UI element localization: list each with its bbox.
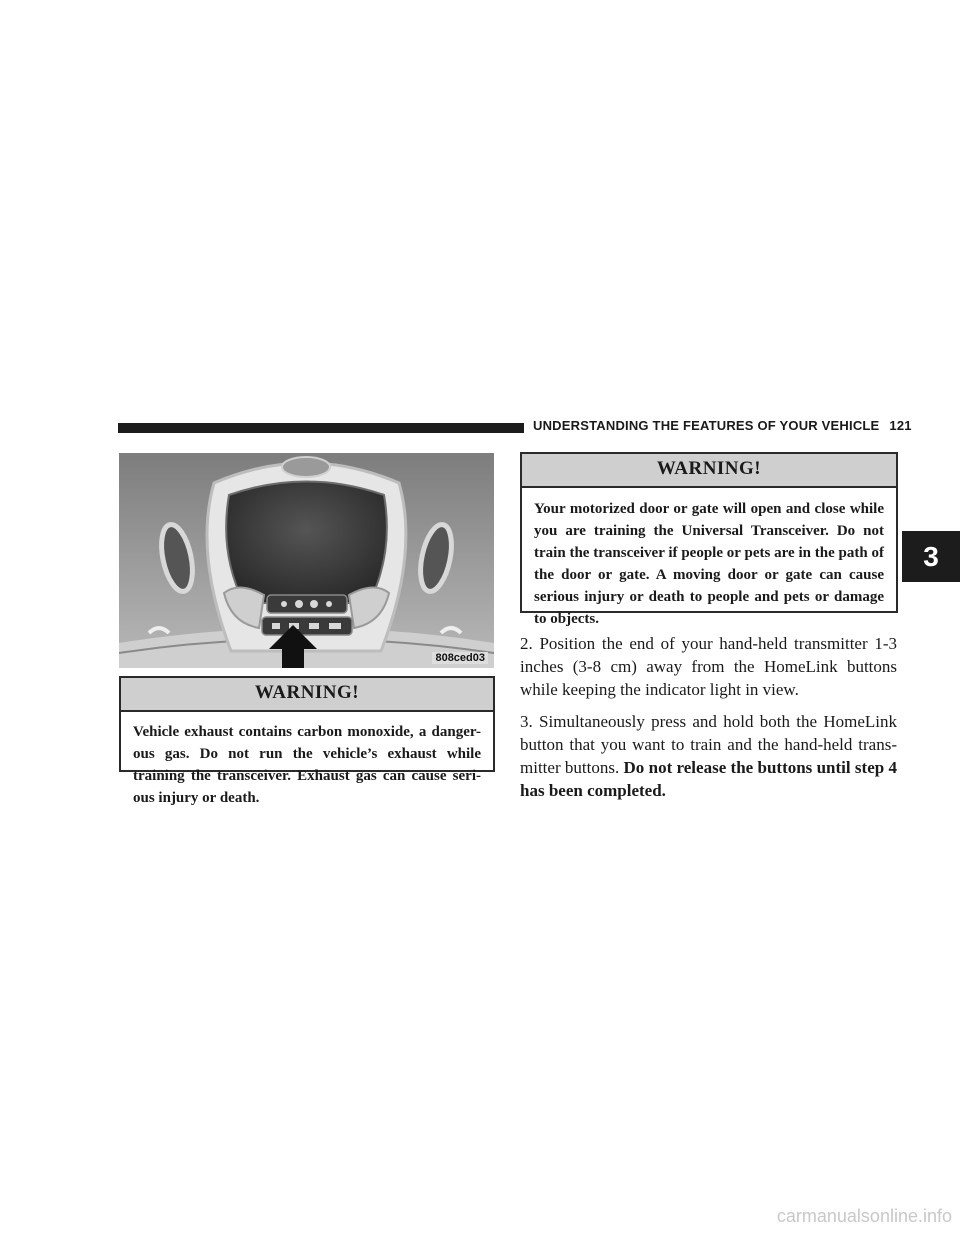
header-rule [118,423,524,433]
step-3-paragraph [520,710,897,802]
warning-title: WARNING! [121,678,493,712]
watermark: carmanualsonline.info [776,1206,952,1226]
warning-text: Vehicle exhaust contains carbon monoxide, a danger-ous gas. Do not run the vehicle’s exhaust while training the transceiver. Exhaust gas can cause seri-ous injury or death. [133,724,481,806]
figure-code: 808ced03 [432,652,488,664]
warning-text: Your motorized door or gate will open and close while you are training the Universal Transceiver. Do not train the transceiver if people or pets are in the path of the door or gate. A moving door or gate can cause serious injury or death to people and pets or damage to objects. [534,501,884,627]
overhead-console-illustration [119,453,494,668]
overhead-console-figure [119,453,494,668]
running-header [533,418,912,433]
warning-box-exhaust [119,676,495,806]
section-title: UNDERSTANDING THE FEATURES OF YOUR VEHICLE [533,418,880,433]
warning-box-door [520,452,898,627]
step-3-emphasis: Do not release the buttons until step 4 has been completed. [520,758,897,800]
chapter-tab: 3 [902,531,960,582]
step-2-paragraph: 2. Position the end of your hand-held transmitter 1-3 inches (3-8 cm) away from the HomeLink buttons while keeping the indicator light in view. [520,634,897,699]
warning-title: WARNING! [522,454,896,488]
page-number: 121 [889,418,912,433]
step-3-text: 3. Simultaneously press and hold both the HomeLink button that you want to train and the hand-held trans-mitter buttons. [520,712,897,777]
